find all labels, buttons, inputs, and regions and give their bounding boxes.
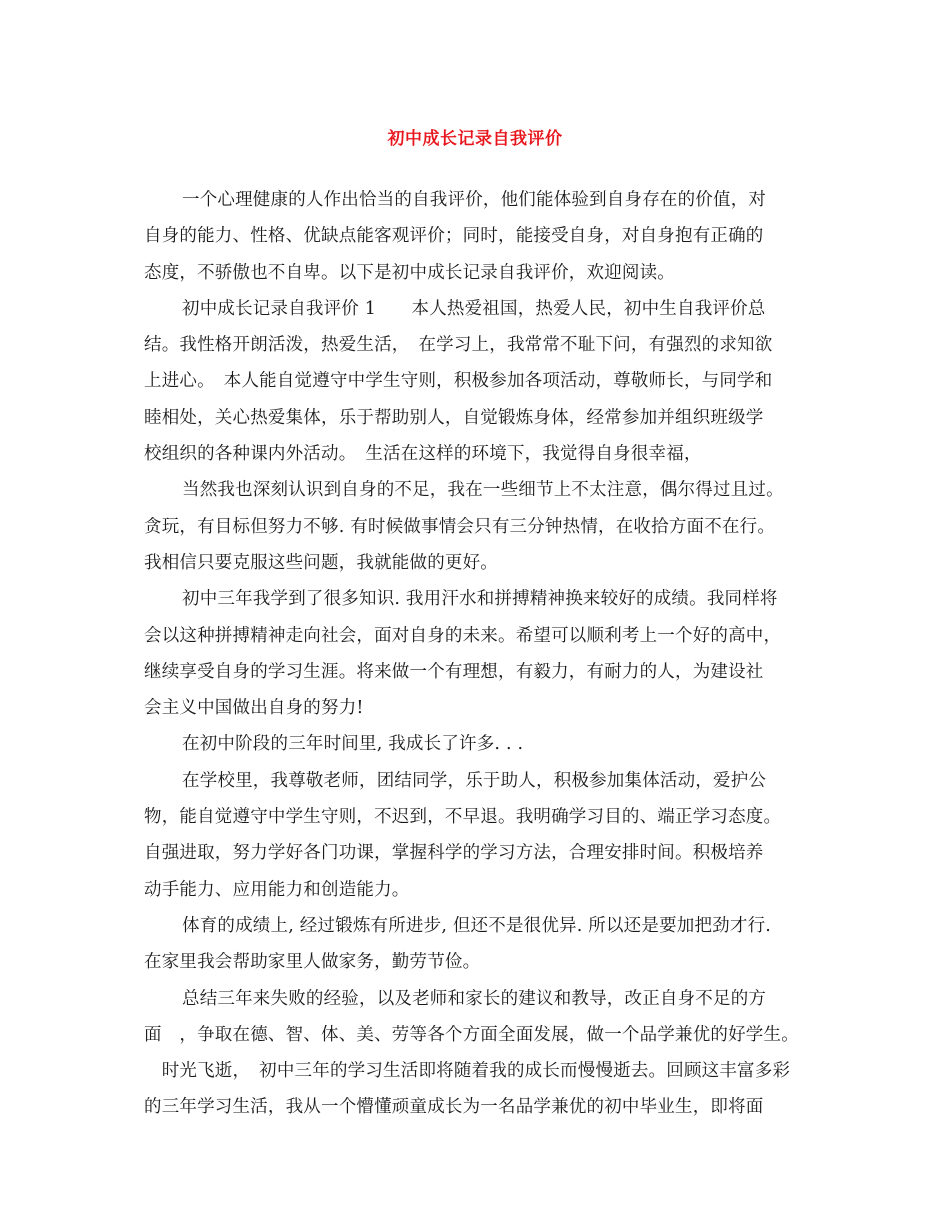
text-line: 会主义中国做出自身的努力! (144, 698, 364, 719)
text-line: 初中成长记录自我评价 1 本人热爱祖国，热爱人民，初中生自我评价总 (182, 298, 766, 319)
text-line: 在家里我会帮助家里人做家务，勤劳节俭。 (144, 952, 481, 973)
text-line: 体育的成绩上, 经过锻炼有所进步, 但还不是很优异. 所以还是要加把劲才行. (182, 915, 772, 936)
document-body (144, 182, 834, 1126)
text-line: 态度，不骄傲也不自卑。以下是初中成长记录自我评价，欢迎阅读。 (144, 262, 675, 283)
text-line: 在学校里，我尊敬老师，团结同学，乐于助人，积极参加集体活动，爱护公 (182, 770, 767, 791)
text-line: 物，能自觉遵守中学生守则，不迟到，不早退。我明确学习目的、端正学习态度。 (144, 807, 782, 828)
text-line: 动手能力、应用能力和创造能力。 (144, 879, 410, 900)
text-line: 校组织的各种课内外活动。 生活在这样的环境下，我觉得自身很幸福， (144, 444, 702, 465)
text-line: 当然我也深刻认识到自身的不足，我在一些细节上不太注意，偶尔得过且过。 (182, 480, 784, 501)
text-line: 的三年学习生活，我从一个懵懂顽童成长为一名品学兼优的初中毕业生，即将面 (144, 1097, 764, 1118)
text-line: 时光飞逝， 初中三年的学习生活即将随着我的成长而慢慢逝去。回顾这丰富多彩 (144, 1061, 791, 1082)
text-line: 初中三年我学到了很多知识. 我用汗水和拼搏精神换来较好的成绩。我同样将 (182, 589, 778, 610)
text-line: 睦相处，关心热爱集体，乐于帮助别人，自觉锻炼身体，经常参加并组织班级学 (144, 407, 764, 428)
document-title: 初中成长记录自我评价 (387, 129, 563, 149)
text-line: 面 ，争取在德、智、体、美、劳等各个方面全面发展，做一个品学兼优的好学生。 (144, 1024, 799, 1045)
text-line: 在初中阶段的三年时间里, 我成长了许多. . . (182, 734, 524, 755)
text-line: 自强进取，努力学好各门功课，掌握科学的学习方法，合理安排时间。积极培养 (144, 843, 764, 864)
text-line: 贪玩，有目标但努力不够. 有时候做事情会只有三分钟热情，在收拾方面不在行。 (144, 516, 776, 537)
text-line: 自身的能力、性格、优缺点能客观评价；同时，能接受自身，对自身抱有正确的 (144, 226, 764, 247)
text-line: 一个心理健康的人作出恰当的自我评价，他们能体验到自身存在的价值，对 (182, 190, 767, 210)
text-line: 结。我性格开朗活泼，热爱生活， 在学习上，我常常不耻下问，有强烈的求知欲 (144, 335, 773, 356)
text-line: 会以这种拼搏精神走向社会，面对自身的未来。希望可以顺利考上一个好的高中， (144, 625, 782, 646)
text-line: 总结三年来失败的经验，以及老师和家长的建议和教导，改正自身不足的方 (182, 988, 767, 1009)
text-line: 上进心。 本人能自觉遵守中学生守则，积极参加各项活动，尊敬师长，与同学和 (144, 371, 773, 392)
text-line: 继续享受自身的学习生涯。将来做一个有理想，有毅力，有耐力的人，为建设社 (144, 661, 764, 682)
text-line: 我相信只要克服这些问题，我就能做的更好。 (144, 552, 498, 573)
